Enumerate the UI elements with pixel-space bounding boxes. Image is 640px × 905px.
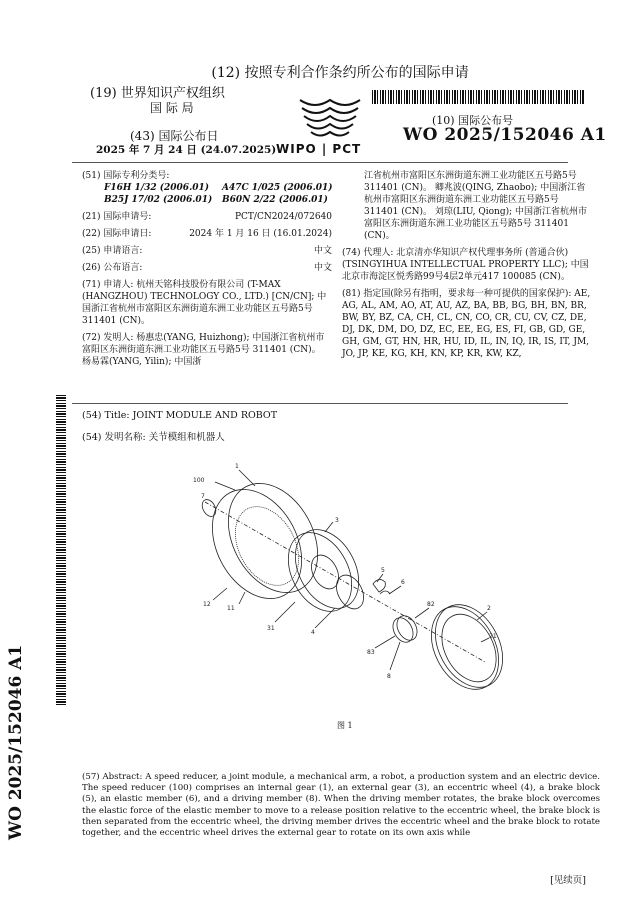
wipo-logo-text: WIPO | PCT bbox=[276, 142, 362, 156]
org-bureau: 国 际 局 bbox=[150, 101, 194, 115]
pub-date: 2025 年 7 月 24 日 (24.07.2025) bbox=[96, 144, 277, 156]
ipc-code: A47C 1/025 (2006.01) bbox=[222, 183, 333, 193]
header-divider bbox=[72, 162, 568, 163]
biblio-left-column bbox=[82, 170, 332, 373]
spine-pub-number: WO 2025/152046 A1 bbox=[6, 644, 26, 840]
ipc-code: B60N 2/22 (2006.01) bbox=[222, 195, 328, 205]
lang-row bbox=[82, 245, 332, 257]
ref-label: 3 bbox=[335, 517, 339, 524]
title-english: (54) Title: JOINT MODULE AND ROBOT bbox=[82, 410, 278, 421]
biblio-divider bbox=[72, 403, 568, 404]
header-barcode bbox=[372, 90, 584, 104]
side-barcode bbox=[56, 395, 66, 705]
applicant: (71) 申请人: 杭州天铭科技股份有限公司 (T-MAX (HANGZHOU) TECHNOLOGY CO., LTD.) [CN/CN]; 中国浙江省杭州市富阳区东洲街道东洲工业功能区五号路5号 311401 (CN)。 bbox=[82, 280, 327, 326]
pub-number: WO 2025/152046 A1 bbox=[403, 125, 607, 145]
inventors-continued: 江省杭州市富阳区东洲街道东洲工业功能区五号路5号 311401 (CN)。 卿兆波(QING, Zhaobo); 中国浙江省杭州市富阳区东洲街道东洲工业功能区五号路5号 311401 (CN)。 刘琼(LIU, Qiong); 中国浙江省杭州市富阳区东洲街道东洲工业功能区五号路5号 311401 (CN)。 bbox=[364, 171, 588, 241]
ipc-code: B25J 17/02 (2006.01) bbox=[104, 195, 213, 205]
org-block bbox=[90, 86, 280, 116]
pub-number-label: (10) 国际公布号 bbox=[432, 114, 514, 127]
ipc-label: (51) 国际专利分类号: bbox=[82, 171, 170, 181]
ref-label: 4 bbox=[311, 629, 315, 636]
patent-figure bbox=[175, 452, 515, 714]
wipo-logo-graphic bbox=[290, 92, 370, 142]
lang-label: (25) 申请语言: bbox=[82, 246, 143, 256]
pub-lang-value: 中文 bbox=[313, 263, 332, 273]
org-name: (19) 世界知识产权组织 bbox=[90, 86, 225, 101]
continued-note: [见续页] bbox=[550, 875, 586, 886]
ref-label: 5 bbox=[381, 567, 385, 574]
ref-label: 12 bbox=[203, 601, 211, 608]
lang-value: 中文 bbox=[313, 246, 332, 256]
ref-label: 21 bbox=[489, 633, 497, 640]
app-no: PCT/CN2024/072640 bbox=[234, 212, 332, 222]
ipc-block bbox=[82, 170, 332, 206]
filing-date: 2024 年 1 月 16 日 (16.01.2024) bbox=[189, 229, 332, 239]
ref-label: 8 bbox=[387, 673, 391, 680]
ref-label: 7 bbox=[201, 493, 205, 500]
designated-states: (81) 指定国(除另有指明，要求每一种可提供的国家保护): AE, AG, AL, AM, AO, AT, AU, AZ, BA, BB, BG, BH, BN, BR, BW, BY, BZ, CA, CH, CL, CN, CO, CR, CU, CV, CZ, DE, DJ, DK, DM, DO, DZ, EC, EE, EG, ES, FI, GB, GD, GE, GH, GM, GT, HN, HR, HU, ID, IL, IN, IQ, IR, IS, IT, JM, JO, JP, KE, KG, KH, KN, KP, KR, KW, KZ, bbox=[342, 289, 591, 359]
exploded-view-drawing bbox=[175, 452, 515, 714]
biblio-right-column bbox=[342, 170, 594, 365]
filing-label: (22) 国际申请日: bbox=[82, 229, 152, 239]
ref-label: 31 bbox=[267, 625, 275, 632]
ipc-code: F16H 1/32 (2006.01) bbox=[104, 183, 209, 193]
pub-date-label: (43) 国际公布日 bbox=[130, 129, 219, 143]
agent: (74) 代理人: 北京清亦华知识产权代理事务所 (普通合伙) (TSINGYIHUA INTELLECTUAL PROPERTY LLC); 中国北京市海淀区悦秀路99号4层2单元417 100085 (CN)。 bbox=[342, 248, 589, 282]
pub-lang-label: (26) 公布语言: bbox=[82, 263, 143, 273]
ref-label: 82 bbox=[427, 601, 435, 608]
ref-label: 2 bbox=[487, 605, 491, 612]
app-no-row bbox=[82, 211, 332, 223]
ipc-codes bbox=[82, 182, 332, 206]
figure-caption: 图 1 bbox=[337, 721, 353, 730]
ref-label: 11 bbox=[227, 605, 235, 612]
pub-lang-row bbox=[82, 262, 332, 274]
filing-row bbox=[82, 228, 332, 240]
inventors: (72) 发明人: 杨惠忠(YANG, Huizhong); 中国浙江省杭州市富阳区东洲街道东洲工业功能区五号路5号 311401 (CN)。 杨易霖(YANG, Yilin); 中国浙 bbox=[82, 333, 325, 367]
abstract-text: (57) Abstract: A speed reducer, a joint module, a mechanical arm, a robot, a production system and an electric device. The speed reducer (100) comprises an internal gear (1), an external gear (3), an eccentric wheel (4), a brake block (5), an elastic member (6), and a driving member (8). When the driving member rotates, the brake block overcomes the elastic force of the elastic member to move to a release position relative to the eccentric wheel, the brake block is then separated from the eccentric wheel, the driving member drives the eccentric wheel and the brake block to rotate together, and the eccentric wheel drives the external gear to rotate on its own axis while bbox=[82, 772, 600, 839]
title-chinese: (54) 发明名称: 关节模组和机器人 bbox=[82, 432, 225, 443]
document-title: (12) 按照专利合作条约所公布的国际申请 bbox=[211, 65, 469, 81]
app-no-label: (21) 国际申请号: bbox=[82, 212, 152, 222]
ref-label: 100 bbox=[193, 477, 205, 484]
ref-label: 83 bbox=[367, 649, 375, 656]
ref-label: 6 bbox=[401, 579, 405, 586]
ref-label: 1 bbox=[235, 463, 239, 470]
figure-reference-labels bbox=[193, 463, 497, 680]
